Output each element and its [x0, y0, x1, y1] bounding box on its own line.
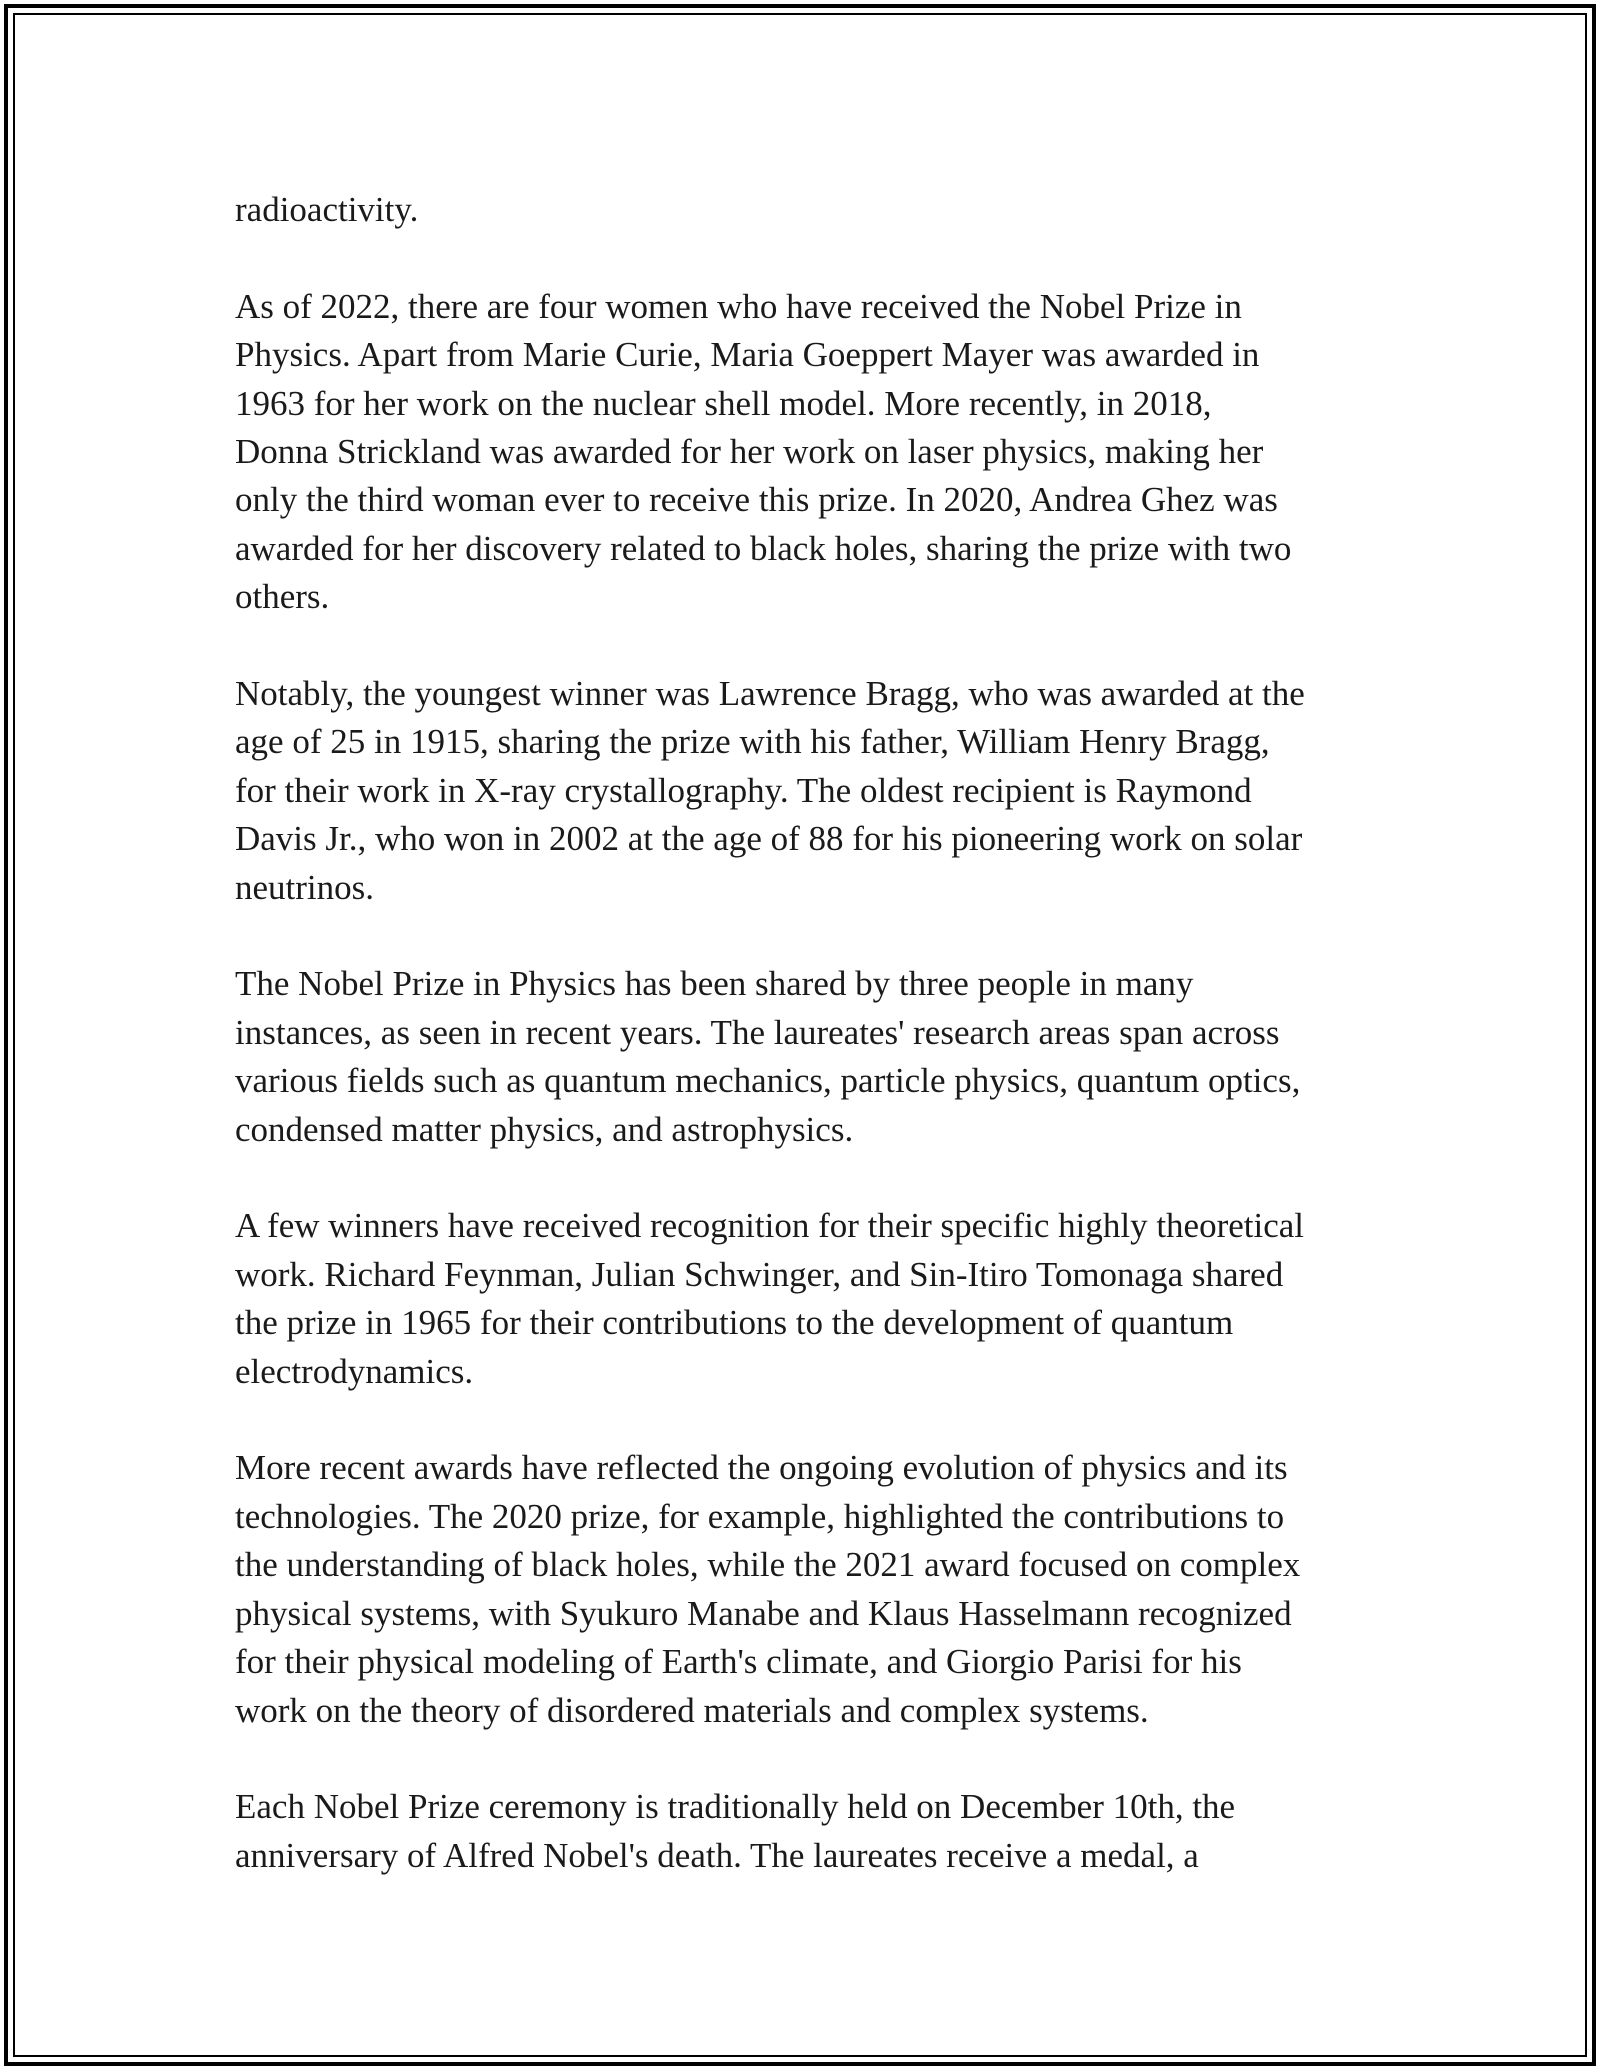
text-line: 1963 for her work on the nuclear shell model. More recently, in 2018, [235, 383, 1212, 423]
text-line: Donna Strickland was awarded for her work on laser physics, making her [235, 432, 1264, 472]
paragraph-7 [235, 1783, 1375, 1880]
text-line: More recent awards have reflected the ongoing evolution of physics and its [235, 1448, 1288, 1488]
text-line: technologies. The 2020 prize, for example, highlighted the contributions to [235, 1496, 1285, 1536]
paragraph-1 [235, 186, 1375, 234]
text-line: anniversary of Alfred Nobel's death. The laureates receive a medal, a [235, 1835, 1199, 1875]
text-line: only the third woman ever to receive this prize. In 2020, Andrea Ghez was [235, 480, 1278, 520]
text-line: the understanding of black holes, while the 2021 award focused on complex [235, 1545, 1301, 1585]
paragraph-6 [235, 1444, 1375, 1734]
text-line: electrodynamics. [235, 1351, 474, 1391]
text-line: Davis Jr., who won in 2002 at the age of 88 for his pioneering work on solar [235, 819, 1303, 859]
text-line: for their work in X-ray crystallography. The oldest recipient is Raymond [235, 770, 1252, 810]
paragraph-5 [235, 1202, 1375, 1396]
text-line: Physics. Apart from Marie Curie, Maria Goeppert Mayer was awarded in [235, 335, 1260, 375]
text-line: radioactivity. [235, 190, 419, 229]
text-line: work on the theory of disordered materials and complex systems. [235, 1690, 1149, 1730]
text-line: A few winners have received recognition for their specific highly theoretical [235, 1206, 1305, 1246]
text-line: Each Nobel Prize ceremony is traditionally held on December 10th, the [235, 1787, 1236, 1827]
paragraph-4 [235, 960, 1375, 1154]
document-body [235, 186, 1375, 1880]
text-line: work. Richard Feynman, Julian Schwinger, and Sin-Itiro Tomonaga shared [235, 1254, 1284, 1294]
text-line: instances, as seen in recent years. The laureates' research areas span across [235, 1012, 1280, 1052]
text-line: others. [235, 577, 330, 617]
text-line: for their physical modeling of Earth's climate, and Giorgio Parisi for his [235, 1642, 1242, 1682]
text-line: age of 25 in 1915, sharing the prize with his father, William Henry Bragg, [235, 722, 1270, 762]
paragraph-2 [235, 283, 1375, 622]
text-line: awarded for her discovery related to black holes, sharing the prize with two [235, 528, 1292, 568]
text-line: The Nobel Prize in Physics has been shared by three people in many [235, 964, 1194, 1004]
text-line: physical systems, with Syukuro Manabe and Klaus Hasselmann recognized [235, 1593, 1292, 1633]
text-line: various fields such as quantum mechanics, particle physics, quantum optics, [235, 1061, 1301, 1101]
text-line: neutrinos. [235, 867, 375, 907]
text-line: condensed matter physics, and astrophysics. [235, 1109, 854, 1149]
text-line: Notably, the youngest winner was Lawrence Bragg, who was awarded at the [235, 674, 1305, 714]
text-line: the prize in 1965 for their contributions to the development of quantum [235, 1303, 1234, 1343]
text-line: As of 2022, there are four women who have received the Nobel Prize in [235, 286, 1242, 326]
paragraph-3 [235, 670, 1375, 912]
